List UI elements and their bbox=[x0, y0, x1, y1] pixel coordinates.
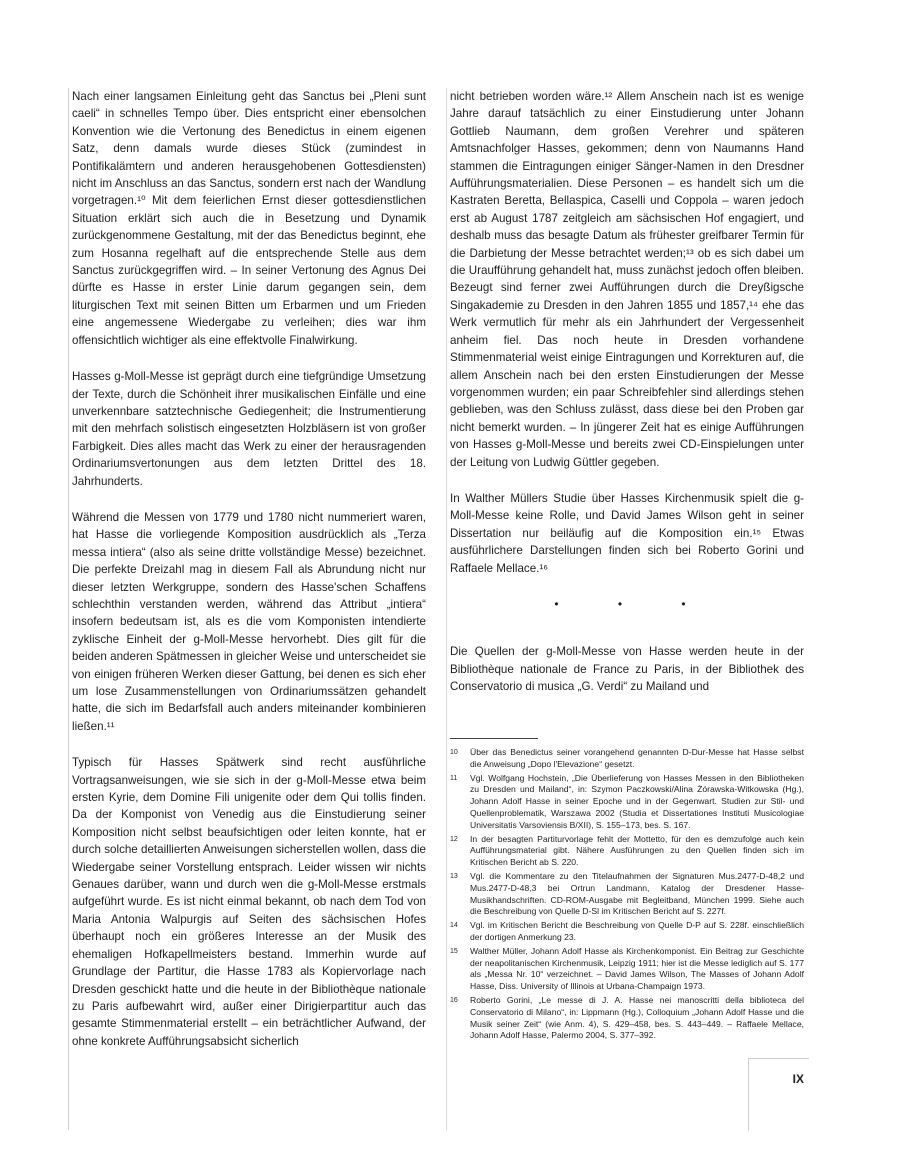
footnote-text: Über das Benedictus seiner vorangehend genannten D-Dur-Messe hat Hasse selbst die Anweisung „Dopo l'Elevazione“ gesetzt. bbox=[470, 747, 804, 769]
paragraph: Nach einer langsamen Einleitung geht das Sanctus bei „Pleni sunt caeli“ in schnelles Tempo über. Dies entspricht einer ebensolchen Konvention wie die Vertonung des Benedictus in einem eigenen Satz, denn damals wurde dieses Stück (zumindest in Pontifikalämtern und anderen herausgehobenen Gottesdiensten) nicht im Anschluss an das Sanctus, sondern erst nach der Wandlung vorgetragen.¹⁰ Mit dem feierlichen Ernst dieser gottesdienstlichen Situation erklärt sich auch die in Besetzung und Dynamik zurückgenommene Gestaltung, mit der das Benedictus beginnt, ehe zum Hosanna regelhaft auf die entsprechende Stelle aus dem Sanctus zurückgegriffen wird. – In seiner Vertonung des Agnus Dei dürfte es Hasse in erster Linie darum gegangen sein, dem liturgischen Text mit seinen Bitten um Erbarmen und um Frieden eine angemessene Wiedergabe zu verleihen; dies war ihm offensichtlich wichtiger als eine effektvolle Finalwirkung. bbox=[72, 90, 426, 347]
paragraph: Die Quellen der g-Moll-Messe von Hasse werden heute in der Bibliothèque nationale de France zu Paris, in der Bibliothek des Conservatorio di musica „G. Verdi“ zu Mailand und bbox=[450, 645, 804, 694]
footnote bbox=[450, 995, 804, 1042]
footnote-number: 13 bbox=[450, 872, 458, 880]
right-text-column bbox=[450, 88, 804, 715]
footnote-number: 11 bbox=[450, 774, 458, 782]
paragraph: nicht betrieben worden wäre.¹² Allem Anschein nach ist es wenige Jahre darauf tatsächlich zu einer Einstudierung unter Johann Gottlieb Naumann, dem großen Verehrer und späteren Amtsnachfolger Hasses, gekommen; denn von Naumanns Hand stammen die Eintragungen einiger Sänger-Namen in den Dresdner Aufführungsmaterialien. Diese Personen – es handelt sich um die Kastraten Beretta, Bellaspica, Caselli und Coppola – waren jedoch erst ab August 1787 zeitgleich am sächsischen Hof engagiert, und deshalb muss das besagte Datum als frühester greifbarer Termin für die Darbietung der Messe betrachtet werden;¹³ ob es sich dabei um die Uraufführung gehandelt hat, muss zunächst jedoch offen bleiben. Bezeugt sind ferner zwei Aufführungen durch die Dreyßigsche Singakademie zu Dresden in den Jahren 1855 und 1857,¹⁴ ehe das Werk vermutlich für mehr als ein Jahrhundert der Vergessenheit anheim fiel. Das noch heute in Dresden vorhandene Stimmenmaterial weist einige Eintragungen und Korrekturen auf, die allem Anschein nach bei den ersten Einstudierungen der Messe vorgenommen wurden; ein paar Schreibfehler sind allerdings stehen geblieben, was den Schluss zulässt, dass diese bei den Proben gar nicht bemerkt wurden. – In jüngerer Zeit hat es einige Aufführungen von Hasses g-Moll-Messe und bereits zwei CD-Einspielungen unter der Leitung von Ludwig Güttler gegeben. bbox=[450, 90, 804, 469]
footnote bbox=[450, 834, 804, 869]
paragraph: In Walther Müllers Studie über Hasses Kirchenmusik spielt die g-Moll-Messe keine Rolle, und David James Wilson geht in seiner Dissertation nur beiläufig auf die Komposition ein.¹⁵ Etwas ausführlichere Darstellungen finden sich bei Roberto Gorini und Raffaele Mellace.¹⁶ bbox=[450, 491, 804, 575]
footnotes bbox=[450, 738, 804, 1044]
footnote bbox=[450, 946, 804, 993]
footnote-rule bbox=[450, 738, 538, 739]
paragraph: Hasses g-Moll-Messe ist geprägt durch eine tiefgründige Umsetzung der Texte, durch die Schönheit ihrer musikalischen Einfälle und eine unverkennbare satztechnische Gediegenheit; die Instrumentierung mit den mehrfach solistisch eingesetzten Holzbläsern ist von großer Farbigkeit. Dies alles macht das Werk zu einer der herausragenden Ordinariumsvertonungen aus dem letzten Drittel des 18. Jahrhunderts. bbox=[72, 370, 426, 488]
footnote bbox=[450, 747, 804, 771]
footnote-text: Vgl. Wolfgang Hochstein, „Die Überlieferung von Hasses Messen in den Bibliotheken zu Dresden und Mailand“, in: Szymon Paczkowski/Alina Żórawska-Witkowska (Hg.), Johann Adolf Hasse in seiner Epoche und in der Gegenwart. Studien zur Stil- und Quellenproblematik, Warszawa 2002 (Studia et Dissertationes Instituti Musicologiae Universitatis Varsoviensis B/XII), S. 155–173, bes. S. 167. bbox=[470, 772, 804, 830]
footnote bbox=[450, 871, 804, 918]
page-number-frame bbox=[748, 1058, 809, 1131]
footnote-number: 15 bbox=[450, 947, 458, 955]
footnote-number: 14 bbox=[450, 922, 458, 930]
left-margin-rule bbox=[68, 88, 69, 1130]
section-divider: • • • bbox=[554, 596, 714, 611]
footnote-text: In der besagten Partiturvorlage fehlt der Mottetto, für den es demzufolge auch kein Aufführungsmaterial gibt. Nähere Ausführungen zu den Quellen finden sich im Kritischen Bericht ab S. 220. bbox=[470, 833, 804, 868]
left-text-column bbox=[72, 88, 426, 1069]
paragraph: Typisch für Hasses Spätwerk sind recht ausführliche Vortragsanweisungen, wie sie sich in der g-Moll-Messe etwa beim ersten Kyrie, dem Domine Fili unigenite oder dem Qui tollis finden. Da der Komponist von Venedig aus die Einstudierung seiner Komposition nicht selbst beaufsichtigen oder leiten konnte, hat er durch solche detaillierten Anweisungen sicherstellen wollen, dass die Wiedergabe seiner Vorstellung entsprach. Leider wissen wir nichts Genaues darüber, wann und durch wen die g-Moll-Messe erstmals aufgeführt wurde. Es ist nicht einmal bekannt, ob nach dem Tod von Maria Antonia Walpurgis auf Seiten des sächsischen Hofes überhaupt noch ein größeres Interesse an der Musik des ehemaligen Hofkapellmeisters bestand. Immerhin wurde auf Grundlage der Partitur, die Hasse 1783 als Kopiervorlage nach Dresden geschickt hatte und die heute in der Bibliothèque nationale zu Paris aufbewahrt wird, außer einer Dirigierpartitur auch das gesamte Stimmenmaterial erstellt – ein beträchtlicher Aufwand, der ohne konkrete Aufführungsabsicht sicherlich bbox=[72, 756, 426, 1048]
paragraph: Während die Messen von 1779 und 1780 nicht nummeriert waren, hat Hasse die vorliegende Komposition ausdrücklich als „Terza messa intiera“ (also als seine dritte vollständige Messe) bezeichnet. Die perfekte Dreizahl mag in diesem Fall als Abrundung nicht nur dieser letzten Werkgruppe, sondern des Hasse'schen Schaffens schlechthin verstanden werden, während das Attribut „intiera“ insofern bedeutsam ist, als es die vom Komponisten intendierte zyklische Einheit der g-Moll-Messe hervorhebt. Dies gilt für die beiden anderen Spätmessen in gleicher Weise und unterscheidet sie von einigen früheren Werken dieser Gattung, bei denen es sich eher um lose Zusammenstellungen von Ordinariumssätzen gehandelt hatte, die sich im Bedarfsfall auch anders miteinander kombinieren ließen.¹¹ bbox=[72, 510, 426, 733]
column-divider-rule bbox=[446, 88, 447, 1130]
footnote-text: Roberto Gorini, „Le messe di J. A. Hasse nei manoscritti della biblioteca del Conservatorio di Milano“, in: Lippmann (Hg.), Colloquium „Johann Adolf Hasse und die Musik seiner Zeit“ (wie Anm. 4), S. 429–458, bes. S. 443–449. – Raffaele Mellace, Johann Adolf Hasse, Palermo 2004, S. 377–392. bbox=[470, 994, 804, 1041]
footnote bbox=[450, 920, 804, 944]
footnote-text: Vgl. im Kritischen Bericht die Beschreibung von Quelle D-P auf S. 228f. einschließlich der dortigen Anmerkung 23. bbox=[470, 920, 804, 942]
footnote bbox=[450, 773, 804, 832]
page-number: IX bbox=[792, 1072, 804, 1086]
footnote-text: Vgl. die Kommentare zu den Titelaufnahmen der Signaturen Mus.2477-D-48,2 und Mus.2477-D-48,3 bei Ortrun Landmann, Katalog der Dresdener Hasse-Musikhandschriften. CD-ROM-Ausgabe mit Begleitband, München 1999. Siehe auch die Beschreibung von Quelle D-Sl im Kritischen Bericht auf S. 227f. bbox=[470, 870, 804, 917]
footnote-number: 10 bbox=[450, 749, 458, 756]
footnote-text: Walther Müller, Johann Adolf Hasse als Kirchenkomponist. Ein Beitrag zur Geschichte der neapolitanischen Kirchenmusik, Leipzig 1911; hier ist die Messe lediglich auf S. 177 als „Messa Nr. 10“ verzeichnet. – David James Wilson, The Masses of Johann Adolf Hasse, Diss. University of Illinois at Urbana-Champaign 1973. bbox=[470, 945, 804, 992]
footnote-number: 16 bbox=[450, 996, 458, 1004]
footnote-number: 12 bbox=[450, 835, 458, 843]
